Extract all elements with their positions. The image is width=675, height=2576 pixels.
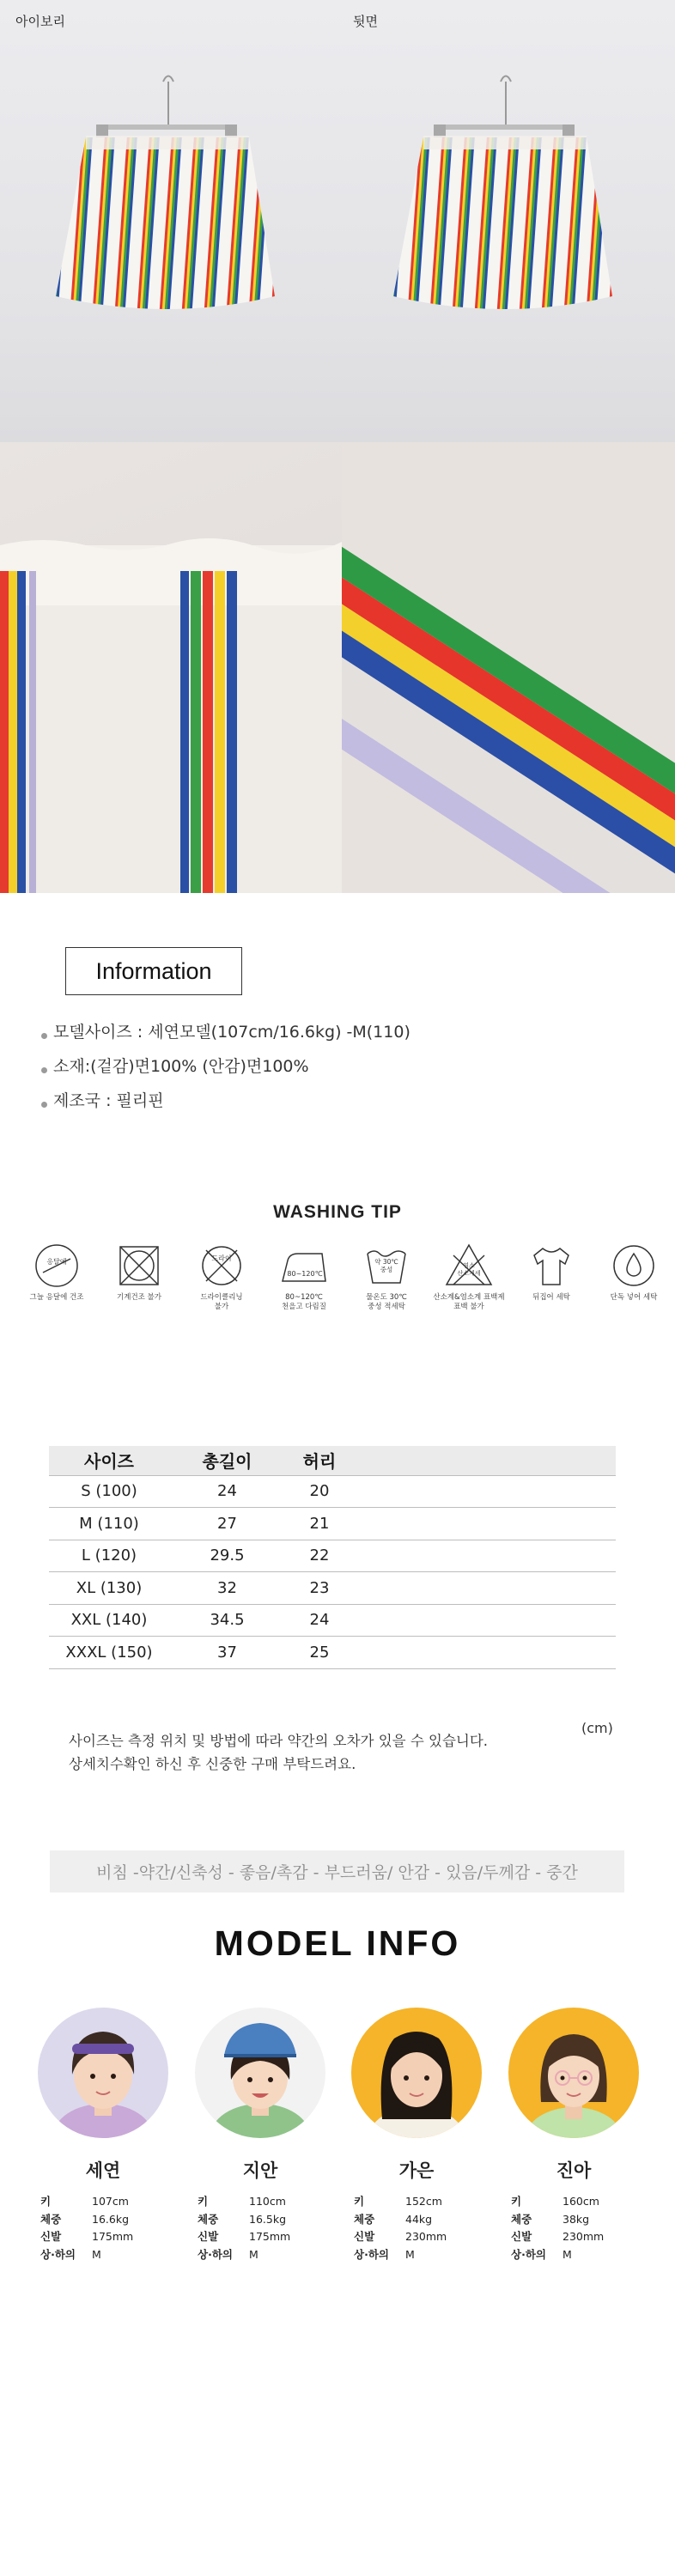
inside-out-caption: 뒤집어 세탁 (532, 1293, 570, 1302)
cell-length: 37 (169, 1637, 285, 1669)
model-name: 가은 (398, 2160, 435, 2181)
iron-item (265, 1242, 344, 1312)
front-view-label: 아이보리 (15, 14, 65, 29)
cell-length: 32 (169, 1572, 285, 1605)
shade-dry-caption: 그늘 응달에 건조 (29, 1293, 84, 1302)
cell-size: XXXL (150) (49, 1637, 169, 1669)
separate-wash-icon (610, 1242, 658, 1290)
washing-tip-icons (17, 1242, 658, 1319)
cell-length: 29.5 (169, 1540, 285, 1572)
stat-weight: 체중 16.5kg (198, 2212, 287, 2226)
cell-size: M (110) (49, 1508, 169, 1540)
back-view-photo (338, 0, 675, 442)
size-note-line-2: 상세치수확인 하신 후 신중한 구매 부탁드려요. (69, 1756, 356, 1772)
skirt-back-illustration (338, 0, 675, 442)
information-list (41, 1015, 410, 1118)
no-bleach-inner-text: 염소 산소계세 (457, 1262, 481, 1277)
cell-empty (354, 1475, 616, 1508)
model-stats (198, 2193, 344, 2263)
model-portrait (38, 2008, 168, 2138)
stat-weight: 체중 44kg (354, 2212, 433, 2226)
no-machine-dry-icon (115, 1242, 163, 1290)
size-unit: (cm) (581, 1720, 613, 1736)
avatar (38, 2008, 168, 2138)
stat-height: 키 160cm (511, 2195, 599, 2208)
fit-properties-bar: 비침 -약간/신축성 - 좋음/촉감 - 부드러움/ 안감 - 있음/두께감 - 중간 (50, 1850, 624, 1893)
model-name: 진아 (556, 2160, 592, 2181)
table-row (49, 1475, 616, 1508)
cell-waist: 20 (285, 1475, 354, 1508)
model-portrait (508, 2008, 639, 2138)
size-note-line-1: 사이즈는 측정 위치 및 방법에 따라 약간의 오차가 있을 수 있습니다. (69, 1733, 489, 1749)
front-view-photo (0, 0, 338, 442)
cell-empty (354, 1508, 616, 1540)
no-bleach-icon (443, 1242, 495, 1290)
table-row (49, 1637, 616, 1669)
waistband-detail-illustration (0, 442, 342, 893)
info-origin: 제조국 : 필리핀 (41, 1084, 410, 1118)
cell-length: 27 (169, 1508, 285, 1540)
stripe-closeup-photo (342, 442, 675, 893)
header-empty (354, 1446, 616, 1475)
iron-icon (277, 1242, 331, 1290)
table-row (49, 1540, 616, 1572)
shade-dry-icon (33, 1242, 81, 1290)
stat-height: 키 152cm (354, 2195, 442, 2208)
cell-empty (354, 1572, 616, 1605)
back-view-label: 뒷면 (353, 14, 378, 29)
cell-size: XL (130) (49, 1572, 169, 1605)
inside-out-item (512, 1242, 591, 1303)
no-machine-dry-caption: 기계건조 불가 (117, 1293, 161, 1302)
iron-caption: 80~120℃ 천을고 다림질 (282, 1293, 326, 1311)
wash-30-caption: 물온도 30℃ 중성 적세탁 (366, 1293, 407, 1311)
model-list (0, 2008, 675, 2265)
no-dry-clean-icon (198, 1242, 246, 1290)
inside-out-icon (527, 1242, 575, 1290)
header-waist: 허리 (285, 1446, 354, 1475)
product-photo-row-top (0, 0, 675, 442)
cell-empty (354, 1604, 616, 1637)
cell-size: S (100) (49, 1475, 169, 1508)
shade-dry-inner-text: 응달에 (46, 1258, 67, 1266)
table-row (49, 1508, 616, 1540)
avatar (508, 2008, 639, 2138)
cell-waist: 25 (285, 1637, 354, 1669)
cell-waist: 22 (285, 1540, 354, 1572)
separate-wash-item (594, 1242, 673, 1303)
avatar (195, 2008, 325, 2138)
stat-shoe: 신발 175mm (198, 2230, 291, 2243)
no-bleach-caption: 산소계&염소계 표백제 표백 불가 (433, 1293, 505, 1311)
model-portrait (195, 2008, 325, 2138)
size-table (49, 1446, 616, 1669)
model-stats (354, 2193, 500, 2263)
information-heading: Information (65, 947, 242, 995)
cell-length: 34.5 (169, 1604, 285, 1637)
wash-30-item (347, 1242, 426, 1312)
stat-height: 키 107cm (40, 2195, 129, 2208)
cell-length: 24 (169, 1475, 285, 1508)
iron-inner-text: 80~120℃ (287, 1270, 323, 1278)
header-length: 총길이 (169, 1446, 285, 1475)
shade-dry-item (17, 1242, 96, 1303)
separate-wash-caption: 단독 넣어 세탁 (610, 1293, 658, 1302)
stat-size: 상·하의 M (40, 2247, 101, 2261)
product-photo-row-detail (0, 442, 675, 893)
stat-weight: 체중 16.6kg (40, 2212, 130, 2226)
stat-height: 키 110cm (198, 2195, 286, 2208)
table-row (49, 1604, 616, 1637)
stat-size: 상·하의 M (354, 2247, 415, 2261)
cell-empty (354, 1540, 616, 1572)
no-dry-clean-caption: 드라이클리닝 불가 (200, 1293, 243, 1311)
cell-empty (354, 1637, 616, 1669)
model-name: 세연 (85, 2160, 121, 2181)
stat-size: 상·하의 M (511, 2247, 572, 2261)
stat-size: 상·하의 M (198, 2247, 258, 2261)
cell-size: XXL (140) (49, 1604, 169, 1637)
model-stats (511, 2193, 657, 2263)
stat-shoe: 신발 175mm (40, 2230, 134, 2243)
no-bleach-item (429, 1242, 508, 1312)
cell-waist: 23 (285, 1572, 354, 1605)
size-table-header (49, 1446, 616, 1475)
waistband-detail-photo (0, 442, 342, 893)
avatar (351, 2008, 482, 2138)
stat-weight: 체중 38kg (511, 2212, 590, 2226)
size-note (69, 1729, 488, 1776)
wash-30-inner-text: 약 30℃ 중성 (374, 1258, 398, 1273)
no-machine-dry-item (100, 1242, 179, 1303)
stat-shoe: 신발 230mm (354, 2230, 447, 2243)
skirt-front-illustration (0, 0, 338, 442)
info-material: 소재:(겉감)면100% (안감)면100% (41, 1049, 410, 1084)
model-name: 지안 (242, 2160, 278, 2181)
info-model-size: 모델사이즈 : 세연모델(107cm/16.6kg) -M(110) (41, 1015, 410, 1049)
header-size: 사이즈 (49, 1446, 169, 1475)
no-dry-clean-item (182, 1242, 261, 1312)
model-info-title: MODEL INFO (214, 1923, 461, 1963)
stat-shoe: 신발 230mm (511, 2230, 605, 2243)
cell-waist: 24 (285, 1604, 354, 1637)
table-row (49, 1572, 616, 1605)
washing-tip-title: WASHING TIP (273, 1202, 402, 1222)
model-stats (40, 2193, 186, 2263)
cell-size: L (120) (49, 1540, 169, 1572)
wash-30-icon (362, 1242, 410, 1290)
cell-waist: 21 (285, 1508, 354, 1540)
stripe-closeup-illustration (342, 442, 675, 893)
no-dry-clean-inner-text: 드라이 (211, 1255, 232, 1262)
model-portrait (351, 2008, 482, 2138)
